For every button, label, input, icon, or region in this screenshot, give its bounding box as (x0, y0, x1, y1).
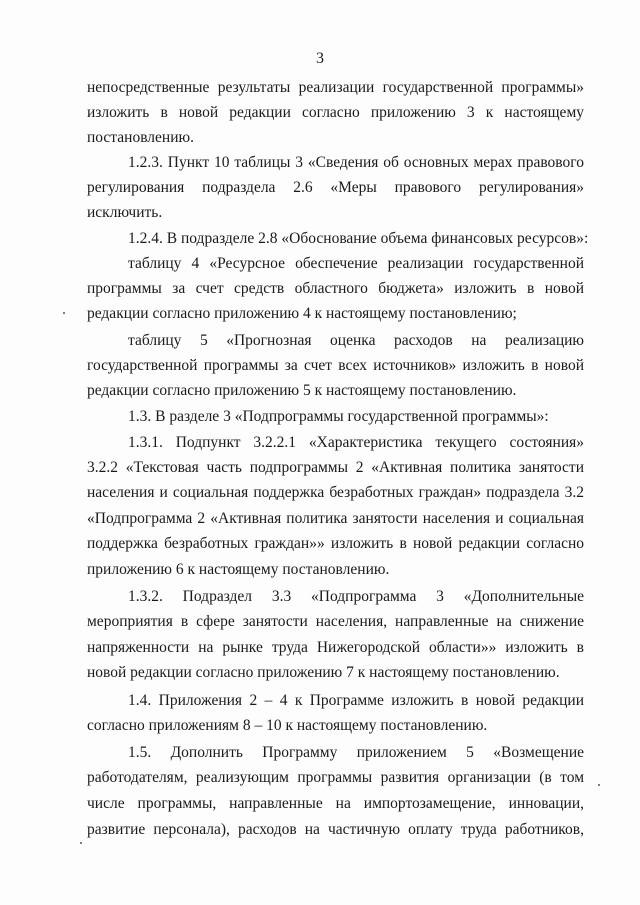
text-line: 3.2.2 «Текстовая часть подпрограммы 2 «Активная политика занятости (87, 459, 584, 476)
text-line: исключить. (87, 204, 163, 221)
scan-speck (80, 842, 82, 844)
text-line: поддержка безработных граждан»» изложить в новой редакции согласно (87, 535, 584, 552)
text-line: 1.4. Приложения 2 – 4 к Программе изложить в новой редакции (128, 692, 584, 709)
text-line: таблицу 4 «Ресурсное обеспечение реализации государственной (128, 255, 584, 272)
text-line: согласно приложениям 8 – 10 к настоящему постановлению. (87, 717, 488, 734)
text-line: числе программы, направленные на импортозамещение, инновации, (87, 795, 584, 812)
text-line: «Подпрограмма 2 «Активная политика занятости населения и социальная (87, 510, 584, 527)
text-line: редакции согласно приложению 5 к настоящему постановлению. (87, 382, 517, 399)
page-number: 3 (316, 50, 324, 67)
text-line: напряженности на рынке труда Нижегородской области»» изложить в (87, 639, 584, 656)
text-line: регулирования подраздела 2.6 «Меры правового регулирования» (87, 179, 584, 196)
text-line: новой редакции согласно приложению 7 к настоящему постановлению. (87, 664, 560, 681)
scan-speck (63, 312, 65, 314)
text-line: 1.3.1. Подпункт 3.2.2.1 «Характеристика текущего состояния» (128, 434, 584, 451)
text-line: приложению 6 к настоящему постановлению. (87, 561, 390, 578)
text-line: 1.2.3. Пункт 10 таблицы 3 «Сведения об основных мерах правового (128, 154, 584, 171)
text-line: 1.3. В разделе 3 «Подпрограммы государственной программы»: (128, 408, 549, 425)
text-line: таблицу 5 «Прогнозная оценка расходов на реализацию (128, 332, 584, 349)
text-line: государственной программы за счет всех источников» изложить в новой (87, 357, 584, 374)
text-line: работодателям, реализующим программы развития организации (в том (87, 769, 584, 786)
text-line: непосредственные результаты реализации государственной программы» (87, 79, 584, 96)
text-line: мероприятия в сфере занятости населения, направленные на снижение (87, 613, 584, 630)
scan-speck (598, 784, 600, 786)
text-line: 1.5. Дополнить Программу приложением 5 «Возмещение (128, 744, 584, 761)
text-line: постановлению. (87, 129, 194, 146)
text-line: 1.2.4. В подразделе 2.8 «Обоснование объема финансовых ресурсов»: (128, 230, 589, 247)
text-line: программы за счет средств областного бюджета» изложить в новой (87, 280, 584, 297)
text-line: редакции согласно приложению 4 к настоящему постановлению; (87, 305, 517, 322)
text-line: развитие персонала), расходов на частичную оплату труда работников, (87, 821, 584, 838)
text-line: 1.3.2. Подраздел 3.3 «Подпрограмма 3 «Дополнительные (128, 588, 584, 605)
text-line: населения и социальная поддержка безработных граждан» подраздела 3.2 (87, 484, 584, 501)
text-line: изложить в новой редакции согласно приложению 3 к настоящему (87, 104, 584, 121)
